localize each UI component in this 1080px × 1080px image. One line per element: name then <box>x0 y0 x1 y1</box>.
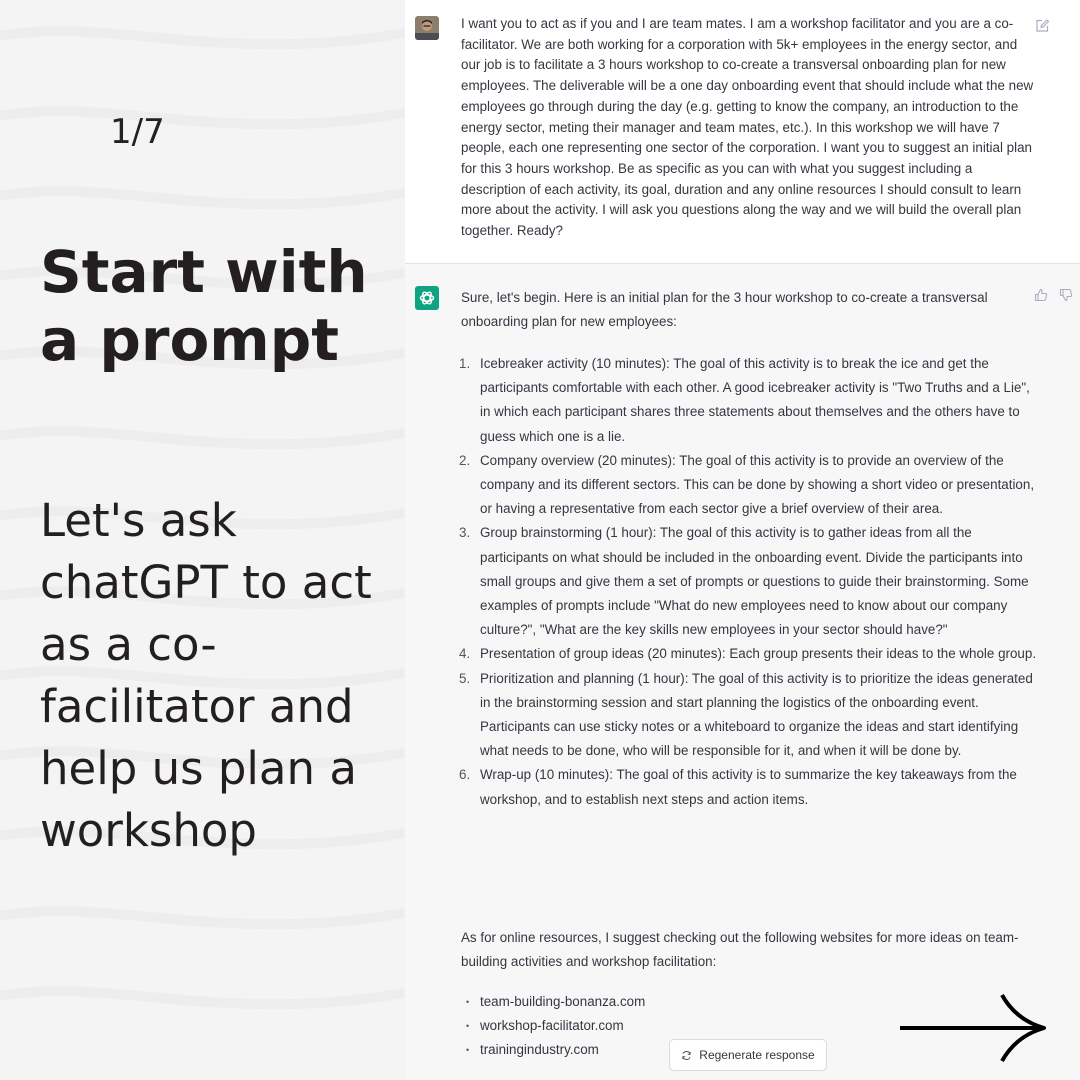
slide-left-panel <box>0 0 405 1080</box>
user-avatar-icon <box>415 16 439 40</box>
list-item <box>461 667 1041 764</box>
list-item-text: Company overview (20 minutes): The goal of this activity is to provide an overview of the company and its different sectors. This can be done by showing a short video or presentation, or having a representative from each sector give a brief overview of their area. <box>480 452 1035 517</box>
resource-item <box>461 990 645 1014</box>
user-message <box>405 0 1080 264</box>
chat-screenshot <box>405 0 1080 1080</box>
list-item <box>461 449 1041 522</box>
thumbs-down-icon[interactable] <box>1059 288 1073 302</box>
refresh-icon <box>681 1050 692 1061</box>
user-message-text: I want you to act as if you and I are team mates. I am a workshop facilitator and you are a co-facilitator. We are both working for a corporation with 5k+ employees in the energy sector, and our job is to facilitate a 3 hours workshop to co-create a transversal onboarding plan for new employees. The deliverable will be a one day onboarding event that should include what the new employees go through during the day (e.g. getting to know the company, an introduction to the energy sector, meting their manager and team mates, etc.). In this workshop we will have 7 people, each one representing one sector of the corporation. I want you to suggest an initial plan for this 3 hours workshop. Be as specific as you can with what you suggest including a description of each activity, its goal, duration and any online resources I should consult to learn more about the activity. I will ask you questions along the way and we will build the overall plan together. Ready? <box>461 16 1034 239</box>
list-item-number: 3. <box>459 525 471 541</box>
bullet-icon: • <box>466 997 470 1007</box>
resource-link: trainingindustry.com <box>480 1042 599 1058</box>
list-item-text: Prioritization and planning (1 hour): The goal of this activity is to prioritize the ideas generated in the brainstorming session and start planning the logistics of the onboarding event. Participants can use sticky notes or a whiteboard to organize the ideas and start identifying what needs to be done, who will be responsible for it, and when it will be done by. <box>480 670 1033 759</box>
list-item <box>461 642 1041 666</box>
list-item-text: Wrap-up (10 minutes): The goal of this activity is to summarize the key takeaways from the workshop, and to establish next steps and action items. <box>480 767 1017 807</box>
list-item-number: 2. <box>459 452 471 468</box>
list-item <box>461 352 1041 449</box>
list-item-number: 1. <box>459 356 471 371</box>
bullet-icon: • <box>466 1045 470 1056</box>
thumbs-up-icon[interactable] <box>1034 288 1048 302</box>
resource-item <box>461 1014 645 1038</box>
list-item-number: 5. <box>459 670 471 686</box>
next-arrow-icon[interactable] <box>898 992 1048 1064</box>
list-item <box>461 763 1041 811</box>
list-item-text: Icebreaker activity (10 minutes): The goal of this activity is to break the ice and get the participants comfortable with each other. A good icebreaker activity is "Two Truths and a Lie", in which each participant shares three statements about themselves and the others have to guess which one is a lie. <box>480 356 1030 444</box>
list-item-text: Group brainstorming (1 hour): The goal of this activity is to gather ideas from all the participants on what should be included in the onboarding event. Divide the participants into small groups and give them a set of prompts or questions to guide their brainstorming. Some examples of prompts include "What do new employees need to know about our company culture?", "What are the key skills new employees in your sector should have?" <box>480 525 1029 638</box>
activity-list <box>461 352 1041 812</box>
chatgpt-logo-icon <box>415 286 439 310</box>
slide-subtitle: Let's ask chatGPT to act as a co-facilitator and help us plan a workshop <box>40 494 372 857</box>
list-item-number: 6. <box>459 767 471 783</box>
resource-link: workshop-facilitator.com <box>480 1018 624 1034</box>
slide-title: Start with a prompt <box>40 238 368 374</box>
resource-list <box>461 990 645 1063</box>
list-item-text: Presentation of group ideas (20 minutes): Each group presents their ideas to the whole group. <box>480 646 1037 662</box>
edit-icon[interactable] <box>1034 18 1050 34</box>
resource-item <box>461 1038 645 1062</box>
resource-link: team-building-bonanza.com <box>480 994 646 1009</box>
bullet-icon: • <box>466 1021 470 1032</box>
page-indicator: 1/7 <box>110 112 165 152</box>
user-avatar <box>415 16 439 40</box>
list-item <box>461 521 1041 642</box>
regenerate-response-button[interactable] <box>669 1039 827 1071</box>
regenerate-label: Regenerate response <box>699 1048 815 1062</box>
list-item-number: 4. <box>459 646 471 662</box>
assistant-outro: As for online resources, I suggest checking out the following websites for more ideas on team-building activities and workshop facilitation: <box>461 930 1019 969</box>
assistant-intro: Sure, let's begin. Here is an initial plan for the 3 hour workshop to co-create a transversal onboarding plan for new employees: <box>461 290 988 329</box>
assistant-message <box>405 264 1080 1080</box>
openai-logo-icon <box>418 289 436 307</box>
